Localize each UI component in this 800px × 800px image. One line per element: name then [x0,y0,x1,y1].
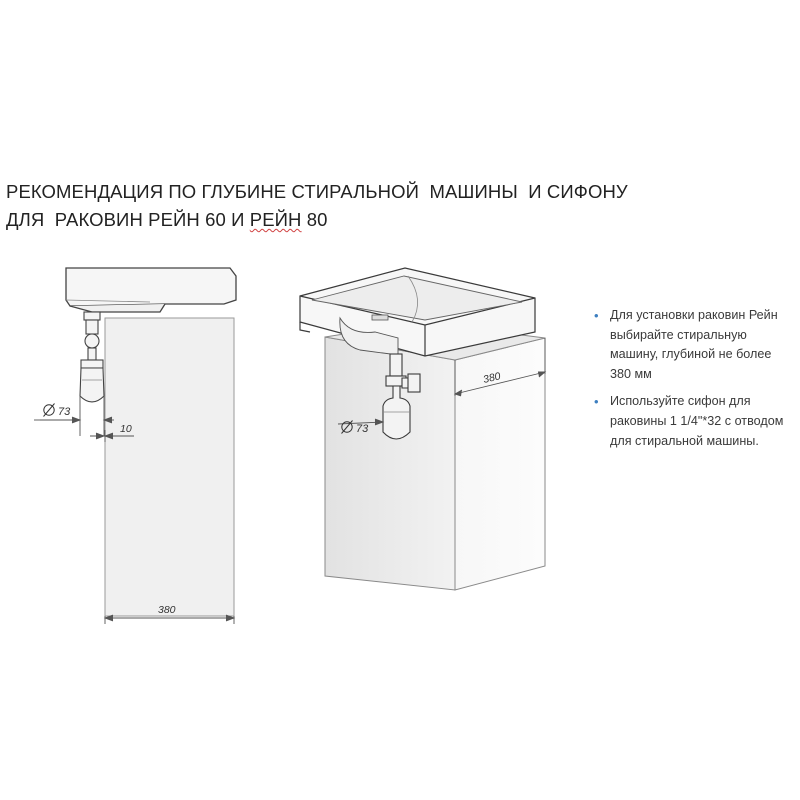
dim-label-machine-depth-right: 380 [481,370,502,386]
siphon-side [80,312,104,402]
dim-label-siphon-diameter-left: 73 [58,406,71,418]
dim-label-siphon-diameter-right: 73 [356,423,369,435]
perspective-view-drawing [300,268,545,590]
note-item [592,392,792,451]
sink-profile [66,268,236,312]
dim-label-machine-depth-left: 380 [158,604,176,616]
side-view-drawing [34,268,236,624]
recommendation-notes [592,306,792,459]
note-text-machine-depth: Для установки раковин Рейн выбирайте стиральную машину, глубиной не более 380 мм [610,308,778,381]
title-line-2-marked: РЕЙН [249,209,302,230]
note-text-siphon: Используйте сифон для раковины 1 1/4"*32 с отводом для стиральной машины. [610,394,784,448]
dim-siphon-diameter-left [34,396,114,436]
title-line-2-prefix: ДЛЯ РАКОВИН РЕЙН 60 И [6,209,250,230]
title-line-2-suffix: 80 [301,209,328,230]
title-line-1: РЕКОМЕНДАЦИЯ ПО ГЛУБИНЕ СТИРАЛЬНОЙ МАШИНЫ И СИФОНУ [6,181,628,202]
dim-label-gap: 10 [120,423,132,435]
bullet-icon: • [594,394,599,410]
washing-machine-side [105,318,234,616]
washing-machine-3d [325,322,545,590]
note-item [592,306,792,384]
diameter-symbol-left [44,404,55,417]
bullet-icon: • [594,308,599,323]
